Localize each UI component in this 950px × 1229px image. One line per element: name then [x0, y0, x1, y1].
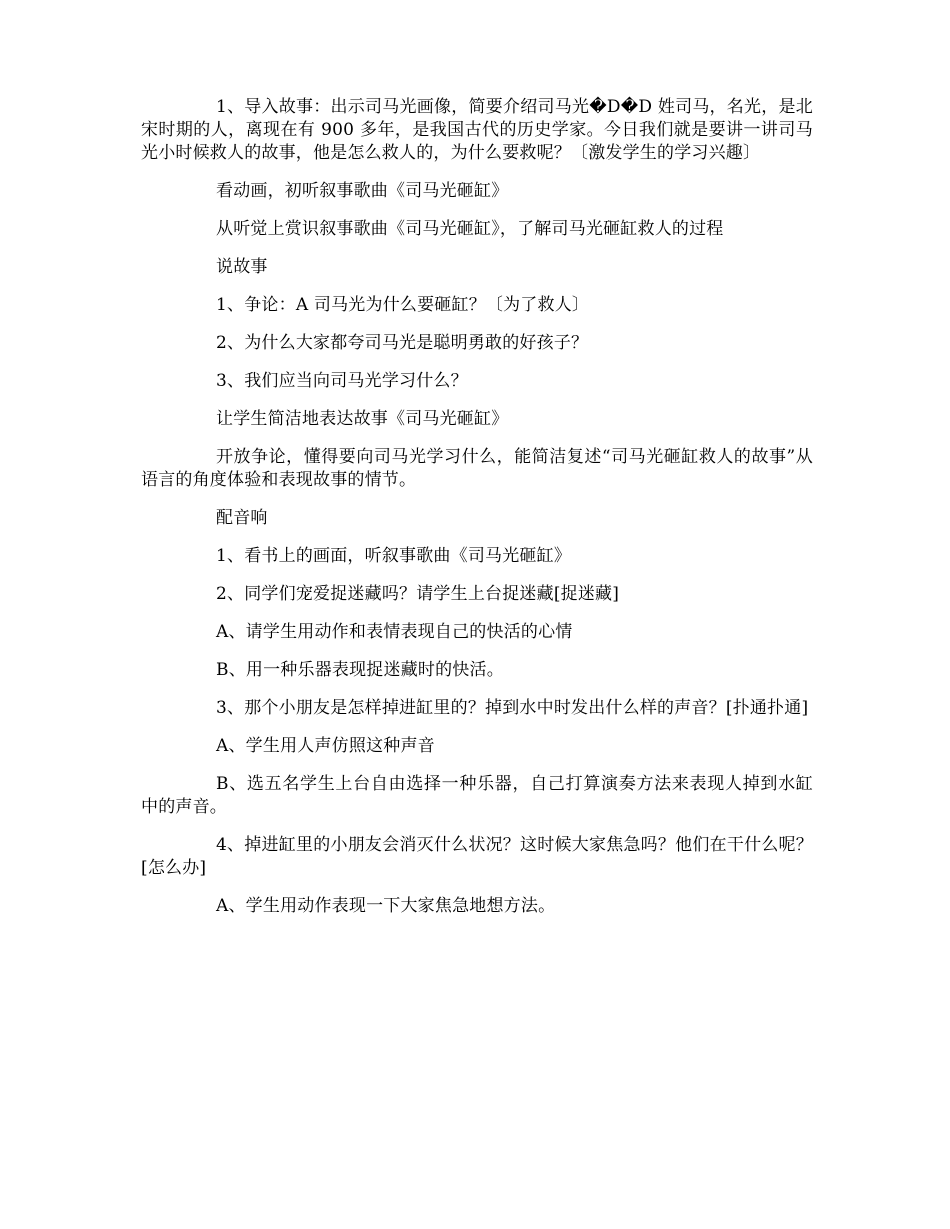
paragraph-step-3: 3、那个小朋友是怎样掉进缸里的？掉到水中时发出什么样的声音？[扑通扑通]: [216, 698, 809, 718]
paragraph-discussion-1: 1、争论：A 司马光为什么要砸缸？〔为了救人〕: [216, 295, 590, 315]
paragraph-open-discussion: 开放争论，懂得要向司马光学习什么，能简洁复述“司马光砸缸救人的故事”从语言的角度体验和表现故事的情节。: [141, 447, 813, 490]
paragraph-step-2a: A、请学生用动作和表情表现自己的快活的心情: [216, 622, 573, 642]
paragraph-watch-animation: 看动画，初听叙事歌曲《司马光砸缸》: [216, 181, 509, 201]
paragraph-discussion-2: 2、为什么大家都夸司马光是聪明勇敢的好孩子？: [216, 333, 589, 353]
paragraph-tell-story-heading: 说故事: [216, 257, 268, 277]
paragraph-sound-effects-heading: 配音响: [216, 508, 268, 528]
paragraph-step-2: 2、同学们宠爱捉迷藏吗？请学生上台捉迷藏[捉迷藏]: [216, 584, 620, 604]
paragraph-step-3a: A、学生用人声仿照这种声音: [216, 736, 435, 756]
paragraph-discussion-3: 3、我们应当向司马光学习什么？: [216, 371, 468, 391]
paragraph-retell-story: 让学生简洁地表达故事《司马光砸缸》: [216, 409, 509, 429]
document-body: [141, 96, 813, 933]
paragraph-step-4: 4、掉进缸里的小朋友会消灭什么状况？这时候大家焦急吗？他们在干什么呢？[怎么办]: [141, 835, 813, 878]
paragraph-step-3b: B、选五名学生上台自由选择一种乐器，自己打算演奏方法来表现人掉到水缸中的声音。: [141, 774, 813, 817]
paragraph-step-2b: B、用一种乐器表现捉迷藏时的快活。: [216, 660, 504, 680]
paragraph-step-4a: A、学生用动作表现一下大家焦急地想方法。: [216, 896, 556, 916]
paragraph-intro: 1、导入故事：出示司马光画像，简要介绍司马光�D�D 姓司马，名光，是北宋时期的人，离现在有 900 多年，是我国古代的历史学家。今日我们就是要讲一讲司马光小时候救人的故事，他是怎么救人的，为什么要救呢？〔激发学生的学习兴趣〕: [141, 97, 813, 163]
paragraph-step-1: 1、看书上的画面，听叙事歌曲《司马光砸缸》: [216, 546, 572, 566]
paragraph-listen-song: 从听觉上赏识叙事歌曲《司马光砸缸》，了解司马光砸缸救人的过程: [216, 219, 724, 239]
